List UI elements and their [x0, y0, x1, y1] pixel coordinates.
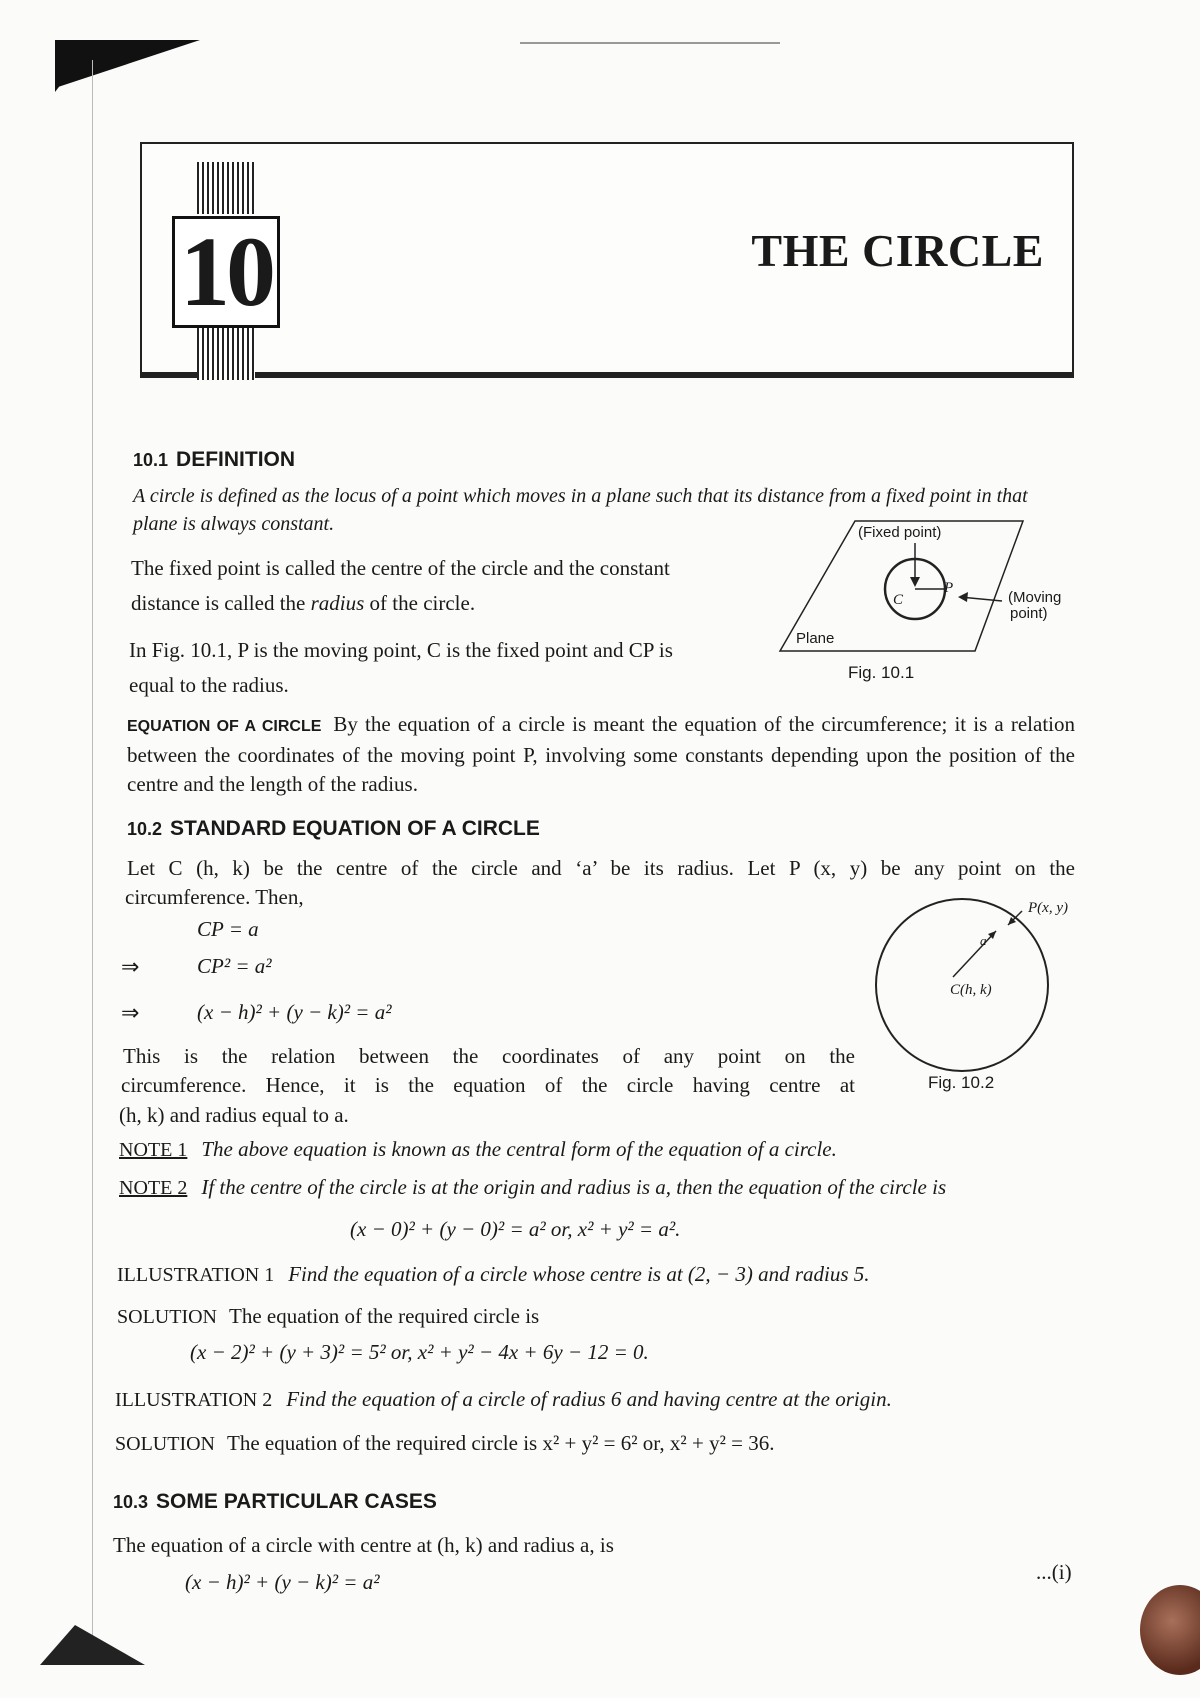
section-title: STANDARD EQUATION OF A CIRCLE [170, 817, 540, 840]
equation-of-circle-text: By the equation of a circle is meant the equation of the circumference; it is a relation between the coordinates of the moving point P, involving some constants depending upon the position of the centre and the length of the radius. [127, 712, 1076, 796]
solution-1 [117, 1301, 539, 1332]
corner-decoration-tip [55, 40, 95, 92]
solution-1-label: SOLUTION [117, 1306, 217, 1328]
equation-of-circle-paragraph [127, 710, 1075, 799]
relation-line3: (h, k) and radius equal to a. [119, 1103, 349, 1127]
section-number: 10.2 [127, 819, 163, 839]
paragraph-centre-line2 [131, 588, 475, 618]
paragraph-centre-line1: The fixed point is called the centre of the circle and the constant [131, 556, 670, 580]
header-bars-top [197, 162, 255, 214]
figure-caption-10-1: Fig. 10.1 [848, 663, 915, 682]
illustration-1-text: Find the equation of a circle whose centre is at (2, − 3) and radius 5. [288, 1262, 870, 1286]
solution-1-text: The equation of the required circle is [229, 1304, 540, 1328]
equation-tag: ...(i) [1036, 1560, 1072, 1584]
equation-cp-squared: CP² = a² [197, 954, 272, 978]
point-p-label: P [944, 580, 954, 596]
solution-2-label: SOLUTION [115, 1433, 215, 1455]
illustration-2-text: Find the equation of a circle of radius 6 and having centre at the origin. [286, 1387, 892, 1411]
text-run: of the circle. [364, 591, 476, 615]
standard-eq-intro-line2: circumference. Then, [125, 885, 304, 909]
corner-decoration-bottom [40, 1625, 145, 1665]
note-2-text: If the centre of the circle is at the origin and radius is a, then the equation of the circle is [201, 1175, 947, 1199]
equation-of-circle-heading: EQUATION OF A CIRCLE [127, 718, 322, 735]
illustration-2 [115, 1384, 892, 1415]
margin-rule [92, 60, 93, 1640]
section-title: DEFINITION [176, 448, 296, 471]
implies-symbol: ⇒ [121, 1000, 140, 1025]
particular-cases-equation: (x − h)² + (y − k)² = a² [185, 1570, 380, 1594]
relation-line2: circumference. Hence, it is the equation of the circle having centre at [121, 1073, 855, 1097]
section-heading-10-1 [133, 448, 295, 472]
top-rule [520, 42, 780, 44]
section-title: SOME PARTICULAR CASES [156, 1490, 437, 1513]
paragraph-fig-line1: In Fig. 10.1, P is the moving point, C is the fixed point and CP is [129, 638, 673, 662]
header-bars-bottom [197, 328, 255, 380]
section-heading-10-2 [127, 817, 540, 841]
equation-cp-a: CP = a [197, 917, 259, 941]
plane-label: Plane [796, 630, 835, 647]
section-heading-10-3 [113, 1490, 437, 1514]
point-p-xy-label: P(x, y) [1028, 900, 1068, 916]
note-1-text: The above equation is known as the central form of the equation of a circle. [201, 1137, 837, 1161]
section-number: 10.1 [133, 450, 169, 470]
equation-central-form: (x − h)² + (y − k)² = a² [197, 1000, 392, 1024]
radius-line [953, 931, 996, 977]
radius-term: radius [310, 591, 365, 615]
chapter-number: 10 [172, 216, 280, 328]
moving-point-label-line1: (Moving [1008, 589, 1062, 606]
standard-eq-intro-line1: Let C (h, k) be the centre of the circle and ‘a’ be its radius. Let P (x, y) be any point on the [127, 856, 1075, 880]
point-c-label: C [893, 592, 904, 608]
note-2 [119, 1172, 946, 1203]
moving-point-label-line2: point) [1010, 605, 1048, 622]
moving-point-label [1008, 590, 1061, 622]
radius-a-label: a [980, 933, 987, 948]
note-1 [119, 1134, 837, 1165]
implies-symbol: ⇒ [121, 954, 140, 979]
centre-c-hk-label: C(h, k) [950, 982, 992, 998]
moving-arrowhead [958, 592, 968, 602]
note-1-label: NOTE 1 [119, 1139, 188, 1161]
thumb-image [1140, 1585, 1200, 1675]
note-2-label: NOTE 2 [119, 1177, 188, 1199]
chapter-header [140, 142, 1074, 378]
figure-caption-10-2: Fig. 10.2 [928, 1073, 995, 1092]
solution-1-equation: (x − 2)² + (y + 3)² = 5² or, x² + y² − 4x + 6y − 12 = 0. [190, 1340, 649, 1364]
fixed-point-label: (Fixed point) [858, 524, 942, 541]
solution-2-text: The equation of the required circle is x² + y² = 6² or, x² + y² = 36. [227, 1431, 775, 1455]
paragraph-fig-line2: equal to the radius. [129, 673, 289, 697]
note-2-equation: (x − 0)² + (y − 0)² = a² or, x² + y² = a². [350, 1217, 681, 1241]
pointer-arrowhead [910, 577, 920, 587]
illustration-1 [117, 1259, 870, 1290]
illustration-2-label: ILLUSTRATION 2 [115, 1389, 273, 1411]
particular-cases-text: The equation of a circle with centre at (h, k) and radius a, is [113, 1533, 614, 1557]
definition-text: A circle is defined as the locus of a point which moves in a plane such that its distance from a fixed point in that plane is always constant. [133, 485, 1028, 535]
chapter-title: THE CIRCLE [751, 225, 1044, 276]
illustration-1-label: ILLUSTRATION 1 [117, 1264, 275, 1286]
text-run: distance is called the [131, 591, 311, 615]
section-number: 10.3 [113, 1492, 149, 1512]
solution-2 [115, 1428, 774, 1459]
relation-line1: This is the relation between the coordinates of any point on the [123, 1044, 855, 1068]
